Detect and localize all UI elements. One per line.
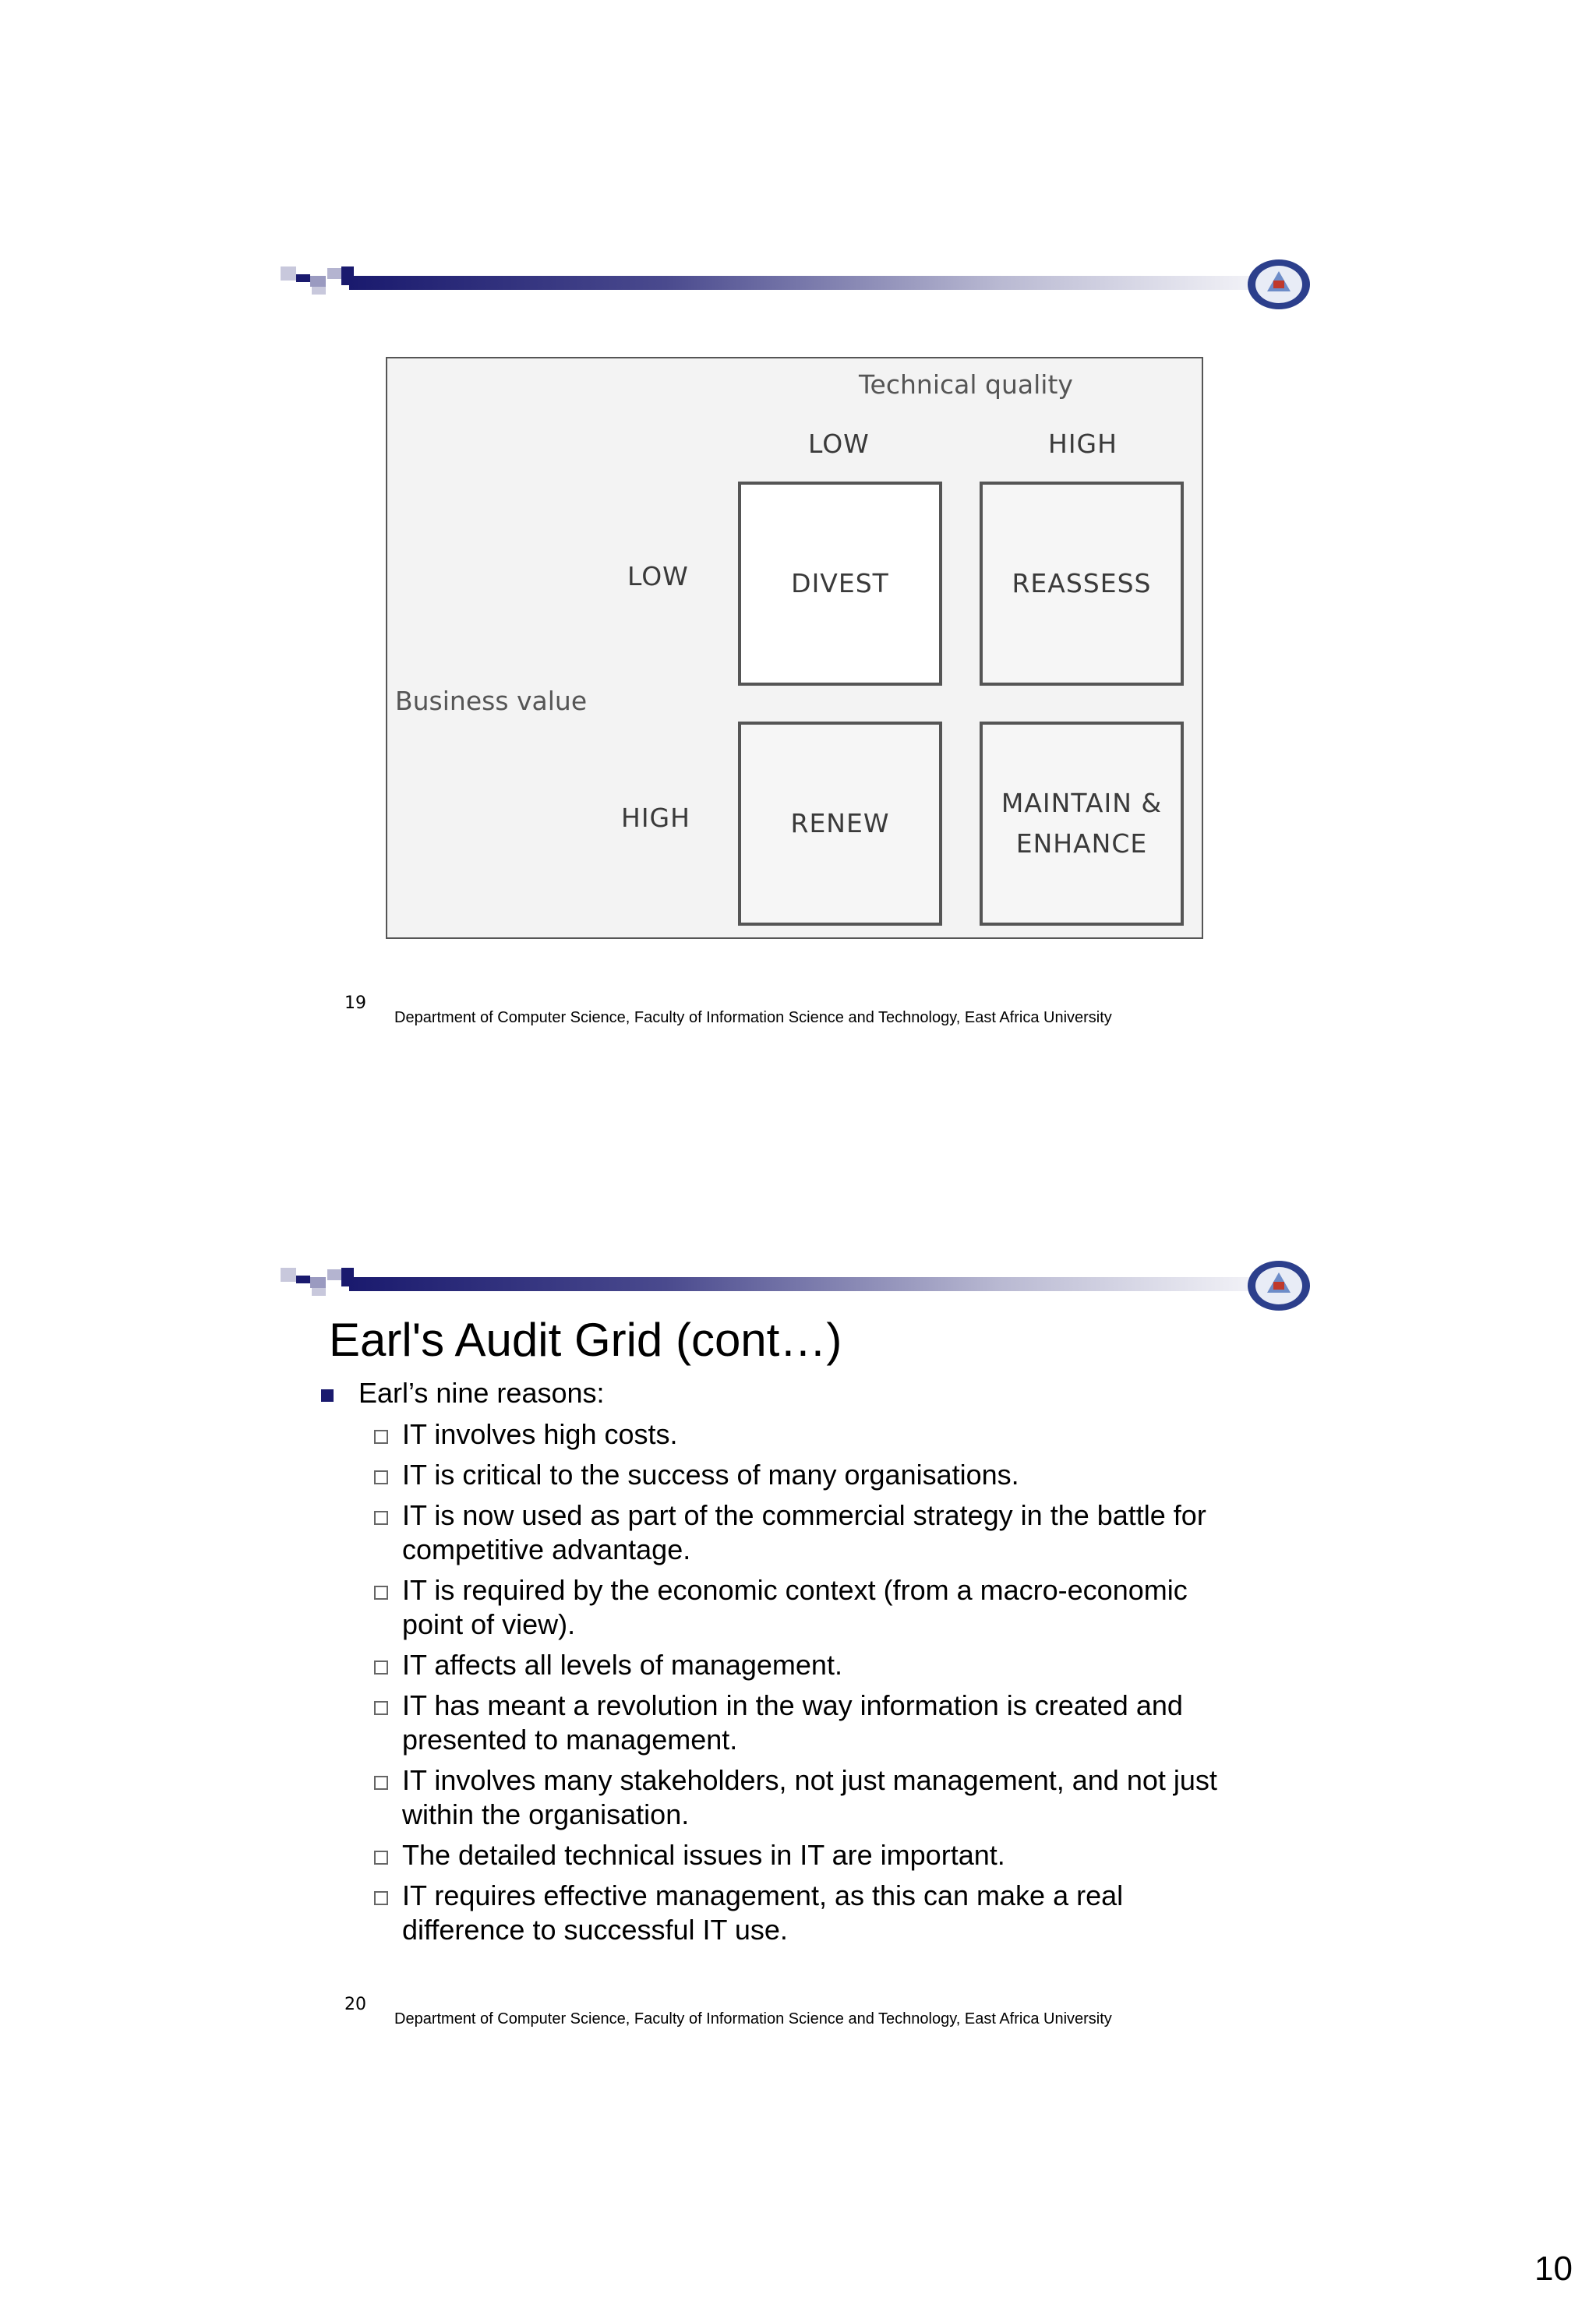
- x-axis-title: Technical quality: [859, 369, 1073, 400]
- x-axis-high-label: HIGH: [1048, 429, 1118, 459]
- page-number: 10: [1534, 2250, 1573, 2288]
- audit-grid-figure: [386, 357, 1203, 939]
- cell-divest-label: DIVEST: [791, 568, 889, 598]
- y-axis-high-label: HIGH: [621, 803, 690, 833]
- y-axis-low-label: LOW: [627, 561, 689, 591]
- university-logo-icon: [1245, 257, 1312, 312]
- x-axis-low-label: LOW: [808, 429, 870, 459]
- bullet-heading: Earl’s nine reasons:: [358, 1377, 605, 1409]
- cell-divest: [738, 482, 942, 686]
- bullet-square-icon: [321, 1389, 334, 1402]
- slide-header-band: [281, 1268, 1317, 1296]
- slide-footer: Department of Computer Science, Faculty of Information Science and Technology, East Africa University: [394, 1009, 1112, 1026]
- slide-footer: Department of Computer Science, Faculty of Information Science and Technology, East Africa University: [394, 2010, 1112, 2027]
- header-gradient-bar: [349, 1277, 1253, 1291]
- slide-header-band: [281, 266, 1317, 295]
- slide-number: 19: [344, 993, 366, 1013]
- slide-20: [281, 1258, 1317, 2045]
- reasons-list: [368, 1417, 1225, 1953]
- slide-19: [281, 257, 1317, 1044]
- list-item: IT involves many stakeholders, not just management, and not just within the organisation.: [368, 1763, 1225, 1832]
- cell-reassess: [980, 482, 1184, 686]
- list-item: IT requires effective management, as this can make a real difference to successful IT use.: [368, 1879, 1225, 1947]
- list-item: IT involves high costs.: [368, 1417, 1225, 1452]
- cell-renew-label: RENEW: [790, 808, 890, 838]
- list-item: The detailed technical issues in IT are important.: [368, 1838, 1225, 1872]
- list-item: IT is critical to the success of many organisations.: [368, 1458, 1225, 1492]
- list-item: IT is now used as part of the commercial strategy in the battle for competitive advantage.: [368, 1498, 1225, 1567]
- slide-number: 20: [344, 1995, 366, 2014]
- y-axis-title: Business value: [395, 686, 588, 716]
- cell-renew: [738, 722, 942, 926]
- list-item: IT has meant a revolution in the way information is created and presented to management.: [368, 1689, 1225, 1757]
- cell-maintain-label: MAINTAIN &: [1001, 788, 1163, 818]
- list-item: IT is required by the economic context (from a macro-economic point of view).: [368, 1573, 1225, 1642]
- university-logo-icon: [1245, 1258, 1312, 1313]
- cell-reassess-label: REASSESS: [1012, 568, 1152, 598]
- header-gradient-bar: [349, 276, 1253, 290]
- slide-title: Earl's Audit Grid (cont…): [329, 1314, 842, 1366]
- cell-maintain-enhance: [980, 722, 1184, 926]
- cell-enhance-label: ENHANCE: [1015, 828, 1148, 859]
- list-item: IT affects all levels of management.: [368, 1648, 1225, 1682]
